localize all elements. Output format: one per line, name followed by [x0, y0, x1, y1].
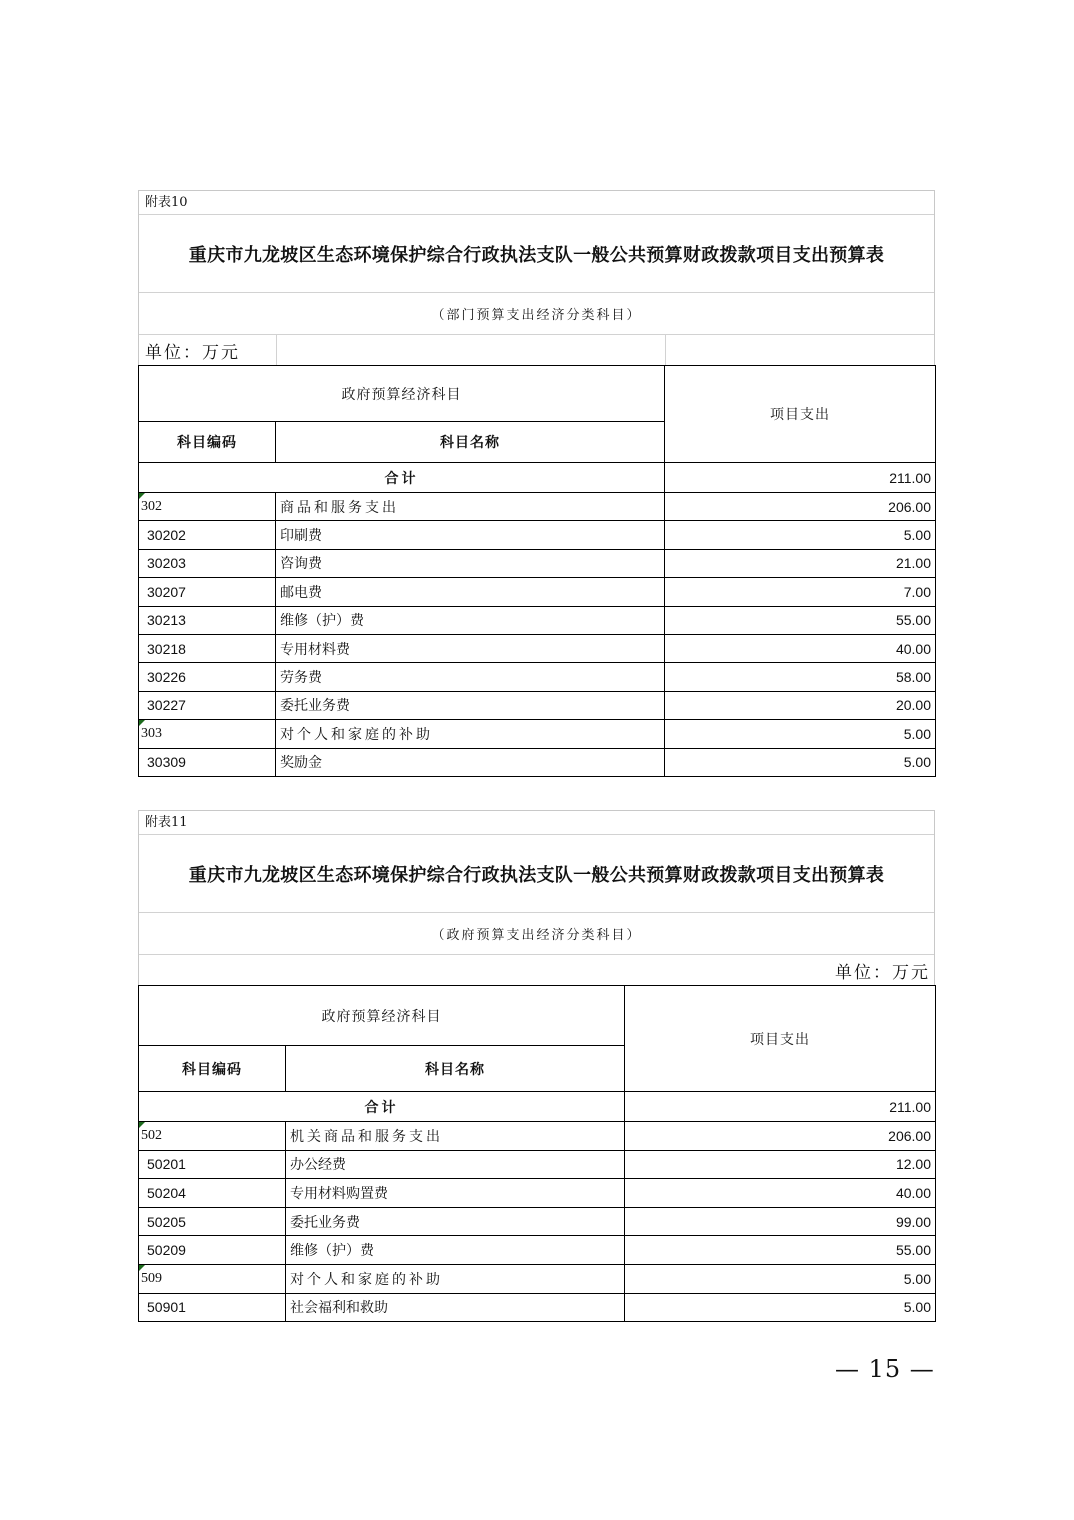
- table-row: [139, 521, 936, 549]
- name-cell: 委托业务费: [276, 691, 665, 719]
- table-row: [139, 663, 936, 691]
- name-cell: 邮电费: [276, 578, 665, 606]
- value-cell: 58.00: [665, 663, 936, 691]
- table-11-header-block: [138, 810, 935, 985]
- figure-label: 附表11: [139, 811, 934, 835]
- unit-label: 单位：万元: [145, 343, 240, 363]
- cell-divider: [276, 335, 277, 365]
- page-number: — 15 —: [835, 1355, 935, 1383]
- value-cell: 99.00: [625, 1207, 936, 1236]
- header-name-cell: 科目名称: [276, 422, 665, 463]
- value-cell: 20.00: [665, 691, 936, 719]
- table-row: [139, 493, 936, 521]
- header-value-cell: 项目支出: [625, 986, 936, 1092]
- header-name-cell: 科目名称: [286, 1046, 625, 1092]
- code-cell: 303: [139, 720, 276, 748]
- subtitle-row: [139, 913, 934, 955]
- value-cell: 40.00: [665, 634, 936, 662]
- value-cell: 5.00: [625, 1293, 936, 1322]
- title-row: [139, 215, 934, 293]
- unit-row: [139, 335, 934, 365]
- name-cell: 对个人和家庭的补助: [286, 1264, 625, 1293]
- table-row: [139, 1179, 936, 1208]
- name-cell: 专用材料费: [276, 634, 665, 662]
- value-cell: 7.00: [665, 578, 936, 606]
- table-row: [139, 634, 936, 662]
- name-cell: 委托业务费: [286, 1207, 625, 1236]
- unit-label: 单位：万元: [835, 963, 930, 983]
- code-cell: 30207: [139, 578, 276, 606]
- header-group-cell: 政府预算经济科目: [139, 986, 625, 1046]
- name-cell: 对个人和家庭的补助: [276, 720, 665, 748]
- total-label-cell: 合计: [139, 1092, 625, 1122]
- name-cell: 办公经费: [286, 1150, 625, 1179]
- table-row: [139, 691, 936, 719]
- code-cell: 30309: [139, 748, 276, 776]
- code-cell: 50901: [139, 1293, 286, 1322]
- budget-table: [138, 365, 936, 777]
- table-row: [139, 549, 936, 577]
- value-cell: 12.00: [625, 1150, 936, 1179]
- table-row: [139, 1150, 936, 1179]
- name-cell: 劳务费: [276, 663, 665, 691]
- table-subtitle: （部门预算支出经济分类科目）: [431, 308, 642, 323]
- code-cell: 50205: [139, 1207, 286, 1236]
- value-cell: 206.00: [665, 493, 936, 521]
- name-cell: 专用材料购置费: [286, 1179, 625, 1208]
- code-cell: 50201: [139, 1150, 286, 1179]
- value-cell: 5.00: [625, 1264, 936, 1293]
- value-cell: 55.00: [625, 1236, 936, 1265]
- cell-divider: [665, 335, 666, 365]
- code-cell: 509: [139, 1264, 286, 1293]
- table-row: [139, 1236, 936, 1265]
- name-cell: 维修（护）费: [276, 606, 665, 634]
- name-cell: 奖励金: [276, 748, 665, 776]
- table-row: [139, 748, 936, 776]
- value-cell: 21.00: [665, 549, 936, 577]
- figure-label: 附表10: [139, 191, 934, 215]
- code-cell: 50204: [139, 1179, 286, 1208]
- value-cell: 55.00: [665, 606, 936, 634]
- name-cell: 咨询费: [276, 549, 665, 577]
- value-cell: 206.00: [625, 1122, 936, 1151]
- code-cell: 30218: [139, 634, 276, 662]
- code-cell: 50209: [139, 1236, 286, 1265]
- table-subtitle: （政府预算支出经济分类科目）: [431, 928, 642, 943]
- header-code-cell: 科目编码: [139, 422, 276, 463]
- table-10-header-block: [138, 190, 935, 365]
- name-cell: 机关商品和服务支出: [286, 1122, 625, 1151]
- table-row: [139, 578, 936, 606]
- name-cell: 维修（护）费: [286, 1236, 625, 1265]
- unit-row: [139, 955, 934, 985]
- table-row: [139, 1264, 936, 1293]
- total-value-cell: 211.00: [665, 463, 936, 493]
- table-row: [139, 720, 936, 748]
- table-row: [139, 1122, 936, 1151]
- budget-table: [138, 985, 936, 1322]
- table-title: 重庆市九龙坡区生态环境保护综合行政执法支队一般公共预算财政拨款项目支出预算表: [188, 864, 885, 886]
- value-cell: 40.00: [625, 1179, 936, 1208]
- header-code-cell: 科目编码: [139, 1046, 286, 1092]
- header-value-cell: 项目支出: [665, 366, 936, 463]
- code-cell: 30202: [139, 521, 276, 549]
- value-cell: 5.00: [665, 748, 936, 776]
- code-cell: 30203: [139, 549, 276, 577]
- header-group-cell: 政府预算经济科目: [139, 366, 665, 422]
- table-11-sheet: [138, 810, 935, 1322]
- table-row: [139, 606, 936, 634]
- value-cell: 5.00: [665, 521, 936, 549]
- code-cell: 30226: [139, 663, 276, 691]
- name-cell: 印刷费: [276, 521, 665, 549]
- code-cell: 502: [139, 1122, 286, 1151]
- total-label-cell: 合计: [139, 463, 665, 493]
- code-cell: 302: [139, 493, 276, 521]
- code-cell: 30213: [139, 606, 276, 634]
- table-10-sheet: [138, 190, 935, 777]
- table-title: 重庆市九龙坡区生态环境保护综合行政执法支队一般公共预算财政拨款项目支出预算表: [188, 244, 885, 266]
- name-cell: 社会福利和救助: [286, 1293, 625, 1322]
- table-row: [139, 1207, 936, 1236]
- title-row: [139, 835, 934, 913]
- total-value-cell: 211.00: [625, 1092, 936, 1122]
- code-cell: 30227: [139, 691, 276, 719]
- value-cell: 5.00: [665, 720, 936, 748]
- name-cell: 商品和服务支出: [276, 493, 665, 521]
- subtitle-row: [139, 293, 934, 335]
- table-row: [139, 1293, 936, 1322]
